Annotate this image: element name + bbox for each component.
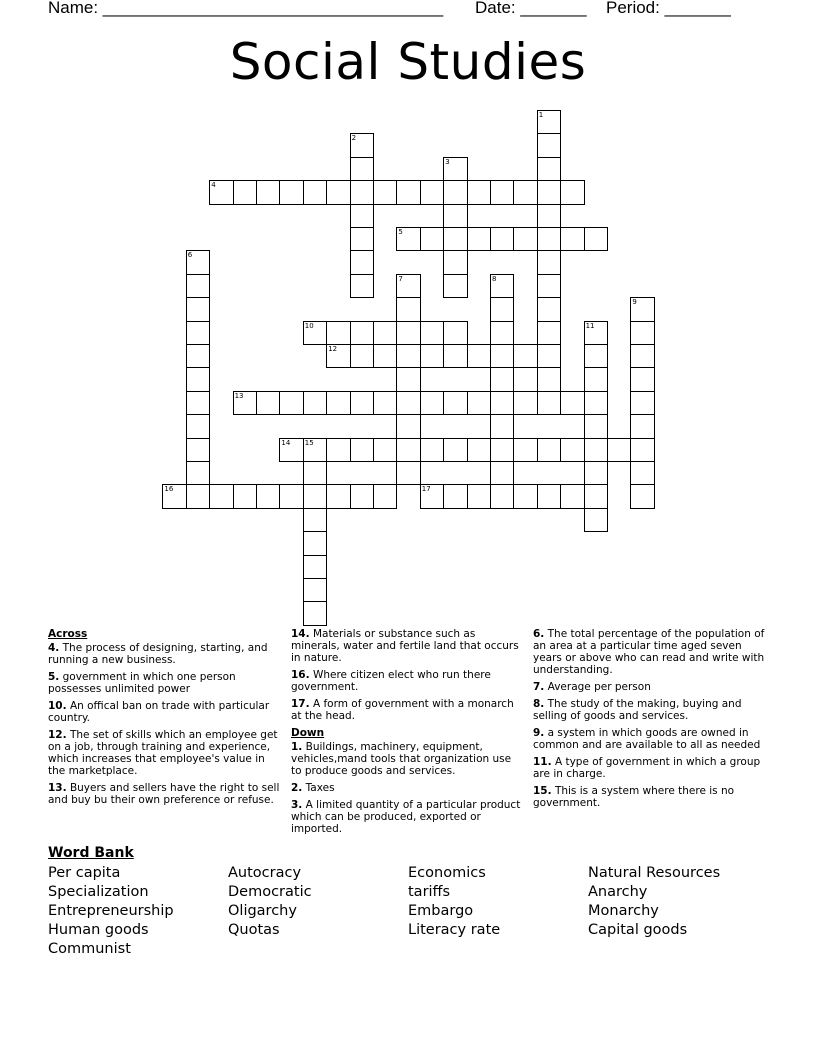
crossword-cell[interactable] [326, 438, 350, 462]
crossword-cell[interactable] [560, 438, 584, 462]
clue-number-label: 16. [291, 669, 310, 681]
crossword-cell[interactable] [490, 484, 514, 508]
crossword-cell[interactable] [490, 344, 514, 368]
down-clue-3: 3. A limited quantity of a particular product which can be produced, exported or imported. [291, 799, 521, 835]
crossword-cell[interactable] [186, 274, 210, 298]
crossword-cell[interactable] [537, 250, 561, 274]
crossword-cell[interactable] [513, 227, 537, 251]
crossword-cell[interactable] [443, 227, 467, 251]
crossword-cell[interactable] [537, 204, 561, 228]
crossword-cell[interactable] [326, 344, 350, 368]
clue-number-label: 12. [48, 729, 67, 741]
clue-number-label: 6. [533, 628, 545, 640]
crossword-cell[interactable] [537, 367, 561, 391]
crossword-cell[interactable] [537, 110, 561, 134]
clue-number: 8 [492, 274, 497, 283]
crossword-cell[interactable] [396, 344, 420, 368]
crossword-cell[interactable] [186, 250, 210, 274]
word-bank-item: Capital goods [588, 922, 688, 938]
clue-number: 17 [421, 485, 431, 494]
crossword-cell[interactable] [490, 367, 514, 391]
word-bank-item: Entrepreneurship [48, 903, 174, 919]
clues-column-2 [291, 628, 523, 840]
crossword-cell[interactable] [396, 180, 420, 204]
down-clue-6: 6. The total percentage of the population of an area at a particular time aged seven years or above who can read and write with understanding. [533, 628, 765, 676]
clue-number-label: 10. [48, 700, 67, 712]
crossword-cell[interactable] [303, 484, 327, 508]
crossword-cell[interactable] [537, 157, 561, 181]
word-bank-item: Communist [48, 941, 131, 957]
crossword-cell[interactable] [420, 227, 444, 251]
crossword-cell[interactable] [396, 297, 420, 321]
crossword-cell[interactable] [467, 391, 491, 415]
crossword-cell[interactable] [326, 321, 350, 345]
crossword-cell[interactable] [162, 484, 186, 508]
crossword-cell[interactable] [584, 344, 608, 368]
down-clue-15: 15. This is a system where there is no government. [533, 785, 735, 809]
crossword-cell[interactable] [537, 227, 561, 251]
crossword-cell[interactable] [420, 321, 444, 345]
crossword-cell[interactable] [303, 508, 327, 532]
crossword-cell[interactable] [630, 414, 654, 438]
crossword-cell[interactable] [303, 531, 327, 555]
crossword-cell[interactable] [443, 180, 467, 204]
crossword-cell[interactable] [373, 344, 397, 368]
crossword-cell[interactable] [303, 555, 327, 579]
name-field[interactable]: Name: ____________________________________ [48, 0, 444, 17]
across-clue-list [48, 642, 284, 806]
crossword-cell[interactable] [350, 274, 374, 298]
crossword-cell[interactable] [467, 484, 491, 508]
crossword-cell[interactable] [186, 367, 210, 391]
crossword-cell[interactable] [186, 484, 210, 508]
crossword-cell[interactable] [233, 180, 257, 204]
clue-number: 1 [538, 111, 544, 119]
crossword-cell[interactable] [490, 274, 514, 298]
crossword-cell[interactable] [443, 438, 467, 462]
crossword-cell[interactable] [443, 484, 467, 508]
crossword-cell[interactable] [630, 461, 654, 485]
crossword-cell[interactable] [443, 391, 467, 415]
crossword-cell[interactable] [350, 204, 374, 228]
period-field[interactable]: Period: _______ [606, 0, 731, 17]
crossword-cell[interactable] [467, 180, 491, 204]
crossword-cell[interactable] [279, 438, 303, 462]
word-bank-item: Autocracy [228, 865, 302, 881]
crossword-cell[interactable] [279, 180, 303, 204]
crossword-cell[interactable] [396, 438, 420, 462]
crossword-cell[interactable] [303, 438, 327, 462]
crossword-cell[interactable] [350, 438, 374, 462]
clue-number-label: 15. [533, 785, 552, 797]
crossword-cell[interactable] [630, 367, 654, 391]
crossword-cell[interactable] [420, 438, 444, 462]
crossword-cell[interactable] [303, 180, 327, 204]
crossword-cell[interactable] [420, 484, 444, 508]
crossword-cell[interactable] [584, 367, 608, 391]
crossword-cell[interactable] [513, 484, 537, 508]
crossword-cell[interactable] [560, 484, 584, 508]
clue-number-label: 1. [291, 741, 303, 753]
crossword-cell[interactable] [303, 578, 327, 602]
clue-number-label: 2. [291, 782, 303, 794]
crossword-cell[interactable] [607, 438, 631, 462]
date-field[interactable]: Date: _______ [475, 0, 587, 17]
clues-column-3 [533, 628, 769, 814]
crossword-cell[interactable] [233, 484, 257, 508]
crossword-cell[interactable] [537, 274, 561, 298]
clue-number: 9 [632, 298, 637, 307]
crossword-cell[interactable] [584, 321, 608, 345]
word-bank-item: Per capita [48, 865, 121, 881]
word-bank-item: Anarchy [588, 884, 648, 900]
crossword-cell[interactable] [490, 297, 514, 321]
across-clue-16: 16. Where citizen elect who run there government. [291, 669, 491, 693]
clue-number: 7 [398, 274, 403, 283]
crossword-cell[interactable] [326, 391, 350, 415]
across-clue-14: 14. Materials or substance such as minerals, water and fertile land that occurs in nature. [291, 628, 519, 664]
crossword-cell[interactable] [584, 461, 608, 485]
crossword-cell[interactable] [630, 484, 654, 508]
crossword-cell[interactable] [443, 157, 467, 181]
crossword-cell[interactable] [186, 297, 210, 321]
crossword-cell[interactable] [326, 180, 350, 204]
crossword-cell[interactable] [373, 484, 397, 508]
clue-number-label: 8. [533, 698, 545, 710]
crossword-cell[interactable] [537, 133, 561, 157]
crossword-cell[interactable] [350, 133, 374, 157]
crossword-cell[interactable] [490, 461, 514, 485]
across-clue-12: 12. The set of skills which an employee get on a job, through training and experience, which increases that employee's value in the marketplace. [48, 729, 278, 777]
clue-number-label: 3. [291, 799, 303, 811]
across-heading: Across [48, 628, 88, 640]
clue-number: 4 [211, 181, 216, 190]
crossword-cell[interactable] [490, 414, 514, 438]
crossword-cell[interactable] [443, 344, 467, 368]
crossword-cell[interactable] [513, 180, 537, 204]
crossword-cell[interactable] [350, 250, 374, 274]
crossword-cell[interactable] [256, 391, 280, 415]
crossword-cell[interactable] [490, 180, 514, 204]
crossword-cell[interactable] [396, 321, 420, 345]
clue-number: 11 [585, 321, 595, 330]
crossword-cell[interactable] [443, 321, 467, 345]
down-clue-2: 2. Taxes [291, 782, 335, 794]
word-bank-item: Economics [408, 865, 486, 881]
crossword-cell[interactable] [443, 274, 467, 298]
crossword-cell[interactable] [630, 438, 654, 462]
crossword-cell[interactable] [513, 391, 537, 415]
crossword-cell[interactable] [186, 438, 210, 462]
clue-number-label: 11. [533, 756, 552, 768]
word-bank-item: Human goods [48, 922, 149, 938]
crossword-cell[interactable] [537, 438, 561, 462]
crossword-cell[interactable] [350, 157, 374, 181]
crossword-cell[interactable] [490, 227, 514, 251]
crossword-cell[interactable] [420, 391, 444, 415]
crossword-cell[interactable] [630, 391, 654, 415]
crossword-cell[interactable] [537, 321, 561, 345]
word-bank-title: Word Bank [48, 845, 134, 861]
crossword-cell[interactable] [420, 180, 444, 204]
crossword-cell[interactable] [186, 414, 210, 438]
clue-number: 13 [234, 391, 244, 400]
crossword-cell[interactable] [279, 484, 303, 508]
crossword-cell[interactable] [537, 484, 561, 508]
down-clue-11: 11. A type of government in which a group are in charge. [533, 756, 761, 780]
crossword-cell[interactable] [560, 391, 584, 415]
crossword-cell[interactable] [490, 438, 514, 462]
crossword-cell[interactable] [350, 321, 374, 345]
crossword-cell[interactable] [537, 297, 561, 321]
crossword-cell[interactable] [467, 438, 491, 462]
down-heading: Down [291, 727, 325, 739]
crossword-cell[interactable] [303, 391, 327, 415]
clue-number-label: 17. [291, 698, 310, 710]
crossword-cell[interactable] [326, 484, 350, 508]
crossword-cell[interactable] [584, 414, 608, 438]
crossword-cell[interactable] [630, 344, 654, 368]
crossword-cell[interactable] [443, 204, 467, 228]
crossword-cell[interactable] [186, 461, 210, 485]
crossword-cell[interactable] [560, 180, 584, 204]
clue-number-label: 4. [48, 642, 60, 654]
crossword-cell[interactable] [256, 484, 280, 508]
crossword-cell[interactable] [467, 344, 491, 368]
crossword-cell[interactable] [396, 391, 420, 415]
down-clue-9: 9. a system in which goods are owned in common and are available to all as needed [533, 727, 761, 751]
crossword-cell[interactable] [584, 484, 608, 508]
crossword-cell[interactable] [350, 484, 374, 508]
down-clue-1: 1. Buildings, machinery, equipment, vehicles,mand tools that organization use to produce goods and services. [291, 741, 512, 777]
crossword-cell[interactable] [350, 344, 374, 368]
clue-number: 16 [164, 485, 174, 494]
crossword-cell[interactable] [490, 391, 514, 415]
word-bank-item: Democratic [228, 884, 312, 900]
crossword-cell[interactable] [584, 508, 608, 532]
crossword-cell[interactable] [209, 180, 233, 204]
clue-number: 15 [304, 438, 314, 447]
across-clue-10: 10. An offical ban on trade with particular country. [48, 700, 270, 724]
word-bank-item: tariffs [408, 884, 451, 900]
crossword-cell[interactable] [513, 438, 537, 462]
crossword-cell[interactable] [373, 180, 397, 204]
crossword-cell[interactable] [537, 391, 561, 415]
clue-number-label: 13. [48, 782, 67, 794]
crossword-cell[interactable] [233, 391, 257, 415]
crossword-cell[interactable] [490, 321, 514, 345]
clue-number-label: 14. [291, 628, 310, 640]
clue-number: 12 [328, 345, 338, 353]
crossword-cell[interactable] [186, 321, 210, 345]
word-bank-item: Natural Resources [588, 865, 721, 881]
across-clue-17: 17. A form of government with a monarch at the head. [291, 698, 514, 722]
word-bank-item: Embargo [408, 903, 474, 919]
word-bank-item: Monarchy [588, 903, 659, 919]
crossword-cell[interactable] [443, 250, 467, 274]
crossword-cell[interactable] [630, 321, 654, 345]
crossword-cell[interactable] [303, 461, 327, 485]
clue-number: 3 [445, 157, 450, 166]
crossword-cell[interactable] [584, 438, 608, 462]
crossword-cell[interactable] [350, 180, 374, 204]
crossword-cell[interactable] [396, 367, 420, 391]
crossword-cell[interactable] [396, 461, 420, 485]
page-title: Social Studies [229, 33, 587, 91]
crossword-cell[interactable] [537, 180, 561, 204]
across-clue-5: 5. government in which one person possesses unlimited power [48, 671, 236, 695]
word-bank-item: Quotas [228, 922, 280, 938]
crossword-cell[interactable] [630, 297, 654, 321]
clues-column-1 [48, 628, 284, 811]
across-clue-13: 13. Buyers and sellers have the right to sell and buy bu their own preference or refuse. [48, 782, 280, 806]
clue-number-label: 7. [533, 681, 545, 693]
crossword-cell[interactable] [350, 391, 374, 415]
word-bank-item: Oligarchy [228, 903, 297, 919]
crossword-cell[interactable] [396, 274, 420, 298]
down-clue-8: 8. The study of the making, buying and selling of goods and services. [533, 698, 742, 722]
crossword-cell[interactable] [256, 180, 280, 204]
clue-number: 10 [304, 321, 314, 330]
down-clue-list [291, 741, 523, 835]
across-clue-list-continued [291, 628, 523, 722]
clue-number: 2 [351, 134, 357, 143]
crossword-cell[interactable] [513, 344, 537, 368]
crossword-cell[interactable] [373, 321, 397, 345]
word-bank-item: Literacy rate [408, 922, 501, 938]
crossword-cell[interactable] [303, 321, 327, 345]
crossword-cell[interactable] [350, 227, 374, 251]
crossword-cell[interactable] [279, 391, 303, 415]
crossword-cell[interactable] [560, 227, 584, 251]
crossword-cell[interactable] [186, 344, 210, 368]
across-clue-4: 4. The process of designing, starting, and running a new business. [48, 642, 268, 666]
crossword-cell[interactable] [537, 344, 561, 368]
clue-number: 6 [187, 251, 193, 260]
crossword-cell[interactable] [584, 227, 608, 251]
crossword-cell[interactable] [584, 391, 608, 415]
crossword-cell[interactable] [396, 414, 420, 438]
clue-number-label: 5. [48, 671, 60, 683]
crossword-cell[interactable] [396, 227, 420, 251]
clue-number-label: 9. [533, 727, 545, 739]
crossword-cell[interactable] [467, 227, 491, 251]
clue-number: 5 [398, 228, 403, 236]
down-clue-list-continued [533, 628, 769, 809]
crossword-cell[interactable] [303, 601, 327, 625]
word-bank-item: Specialization [48, 884, 149, 900]
crossword-cell[interactable] [420, 344, 444, 368]
clue-number: 14 [281, 438, 291, 447]
crossword-cell[interactable] [373, 391, 397, 415]
crossword-cell[interactable] [186, 391, 210, 415]
crossword-cell[interactable] [373, 438, 397, 462]
down-clue-7: 7. Average per person [533, 681, 651, 693]
crossword-cell[interactable] [209, 484, 233, 508]
